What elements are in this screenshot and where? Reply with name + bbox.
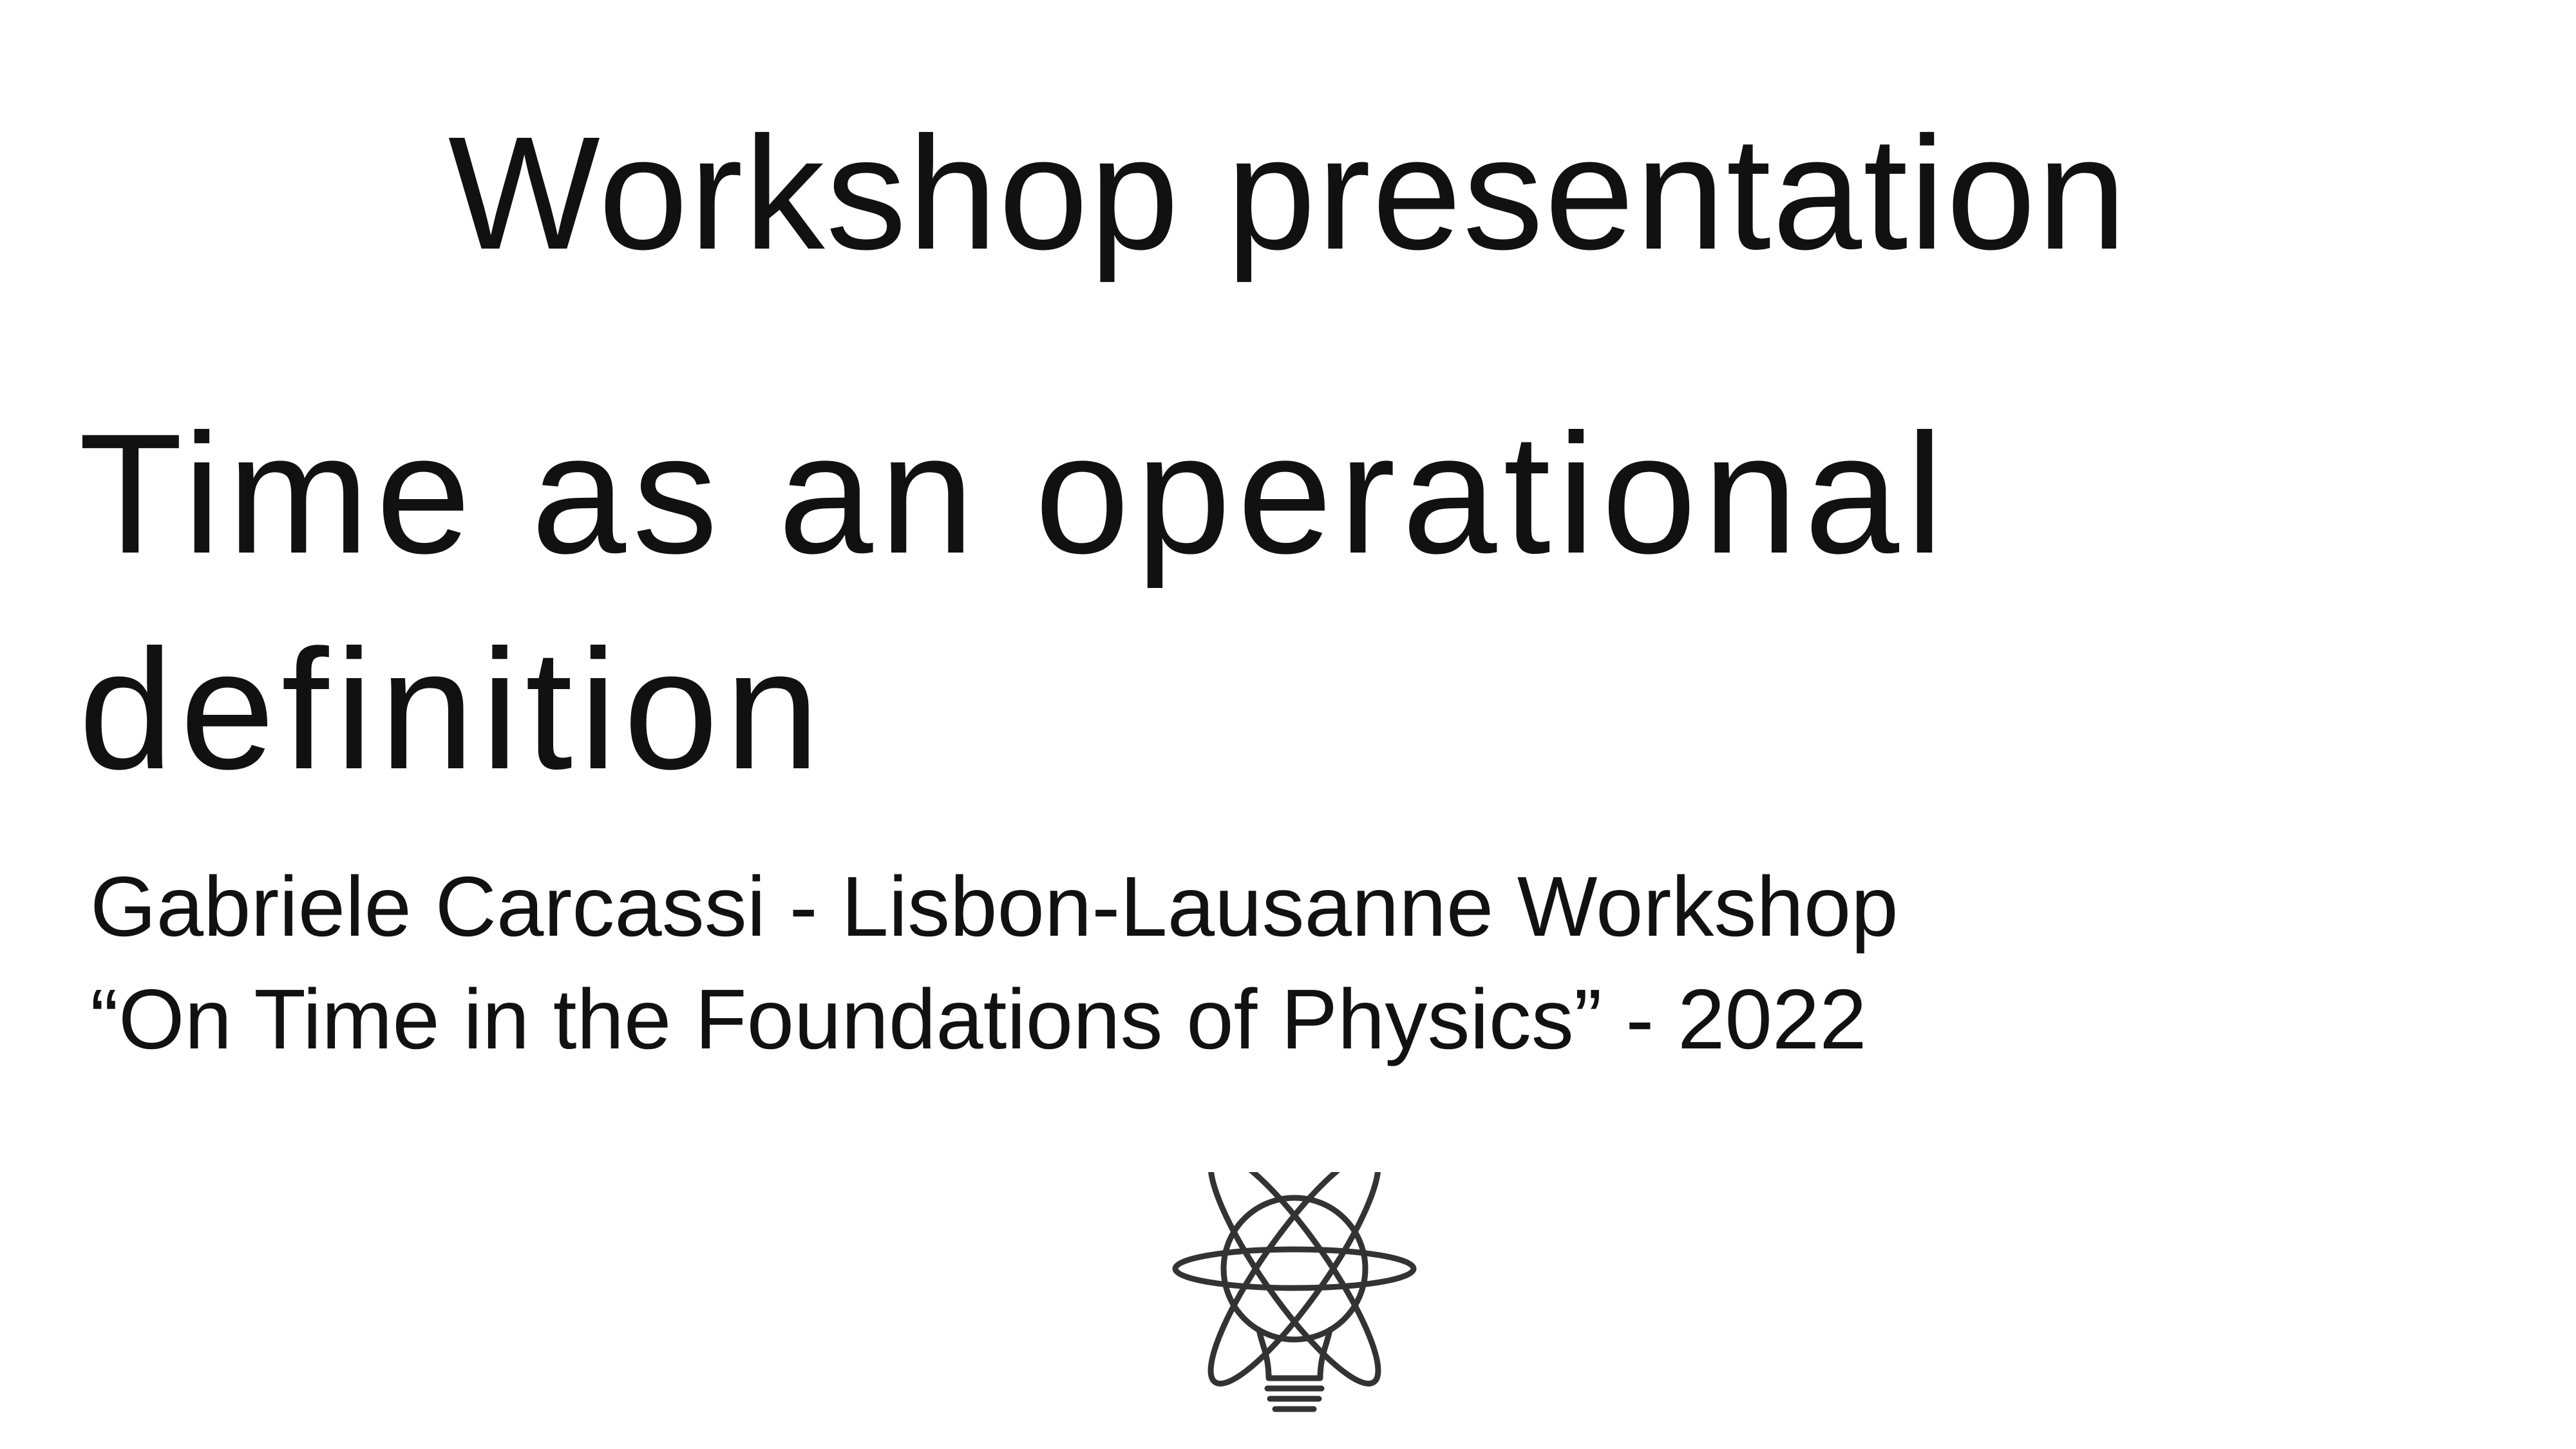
lightbulb-atom-icon	[1166, 1172, 1423, 1417]
main-title-line-2: definition	[79, 614, 826, 805]
header-title: Workshop presentation	[448, 103, 2128, 283]
subtitle-line-2: “On Time in the Foundations of Physics” - 2022	[90, 972, 1867, 1066]
subtitle-line-1: Gabriele Carcassi - Lisbon-Lausanne Workshop	[90, 859, 1899, 954]
subtitle	[90, 850, 2215, 1075]
main-title	[79, 386, 2204, 818]
main-title-line-1: Time as an operational	[79, 399, 1950, 589]
